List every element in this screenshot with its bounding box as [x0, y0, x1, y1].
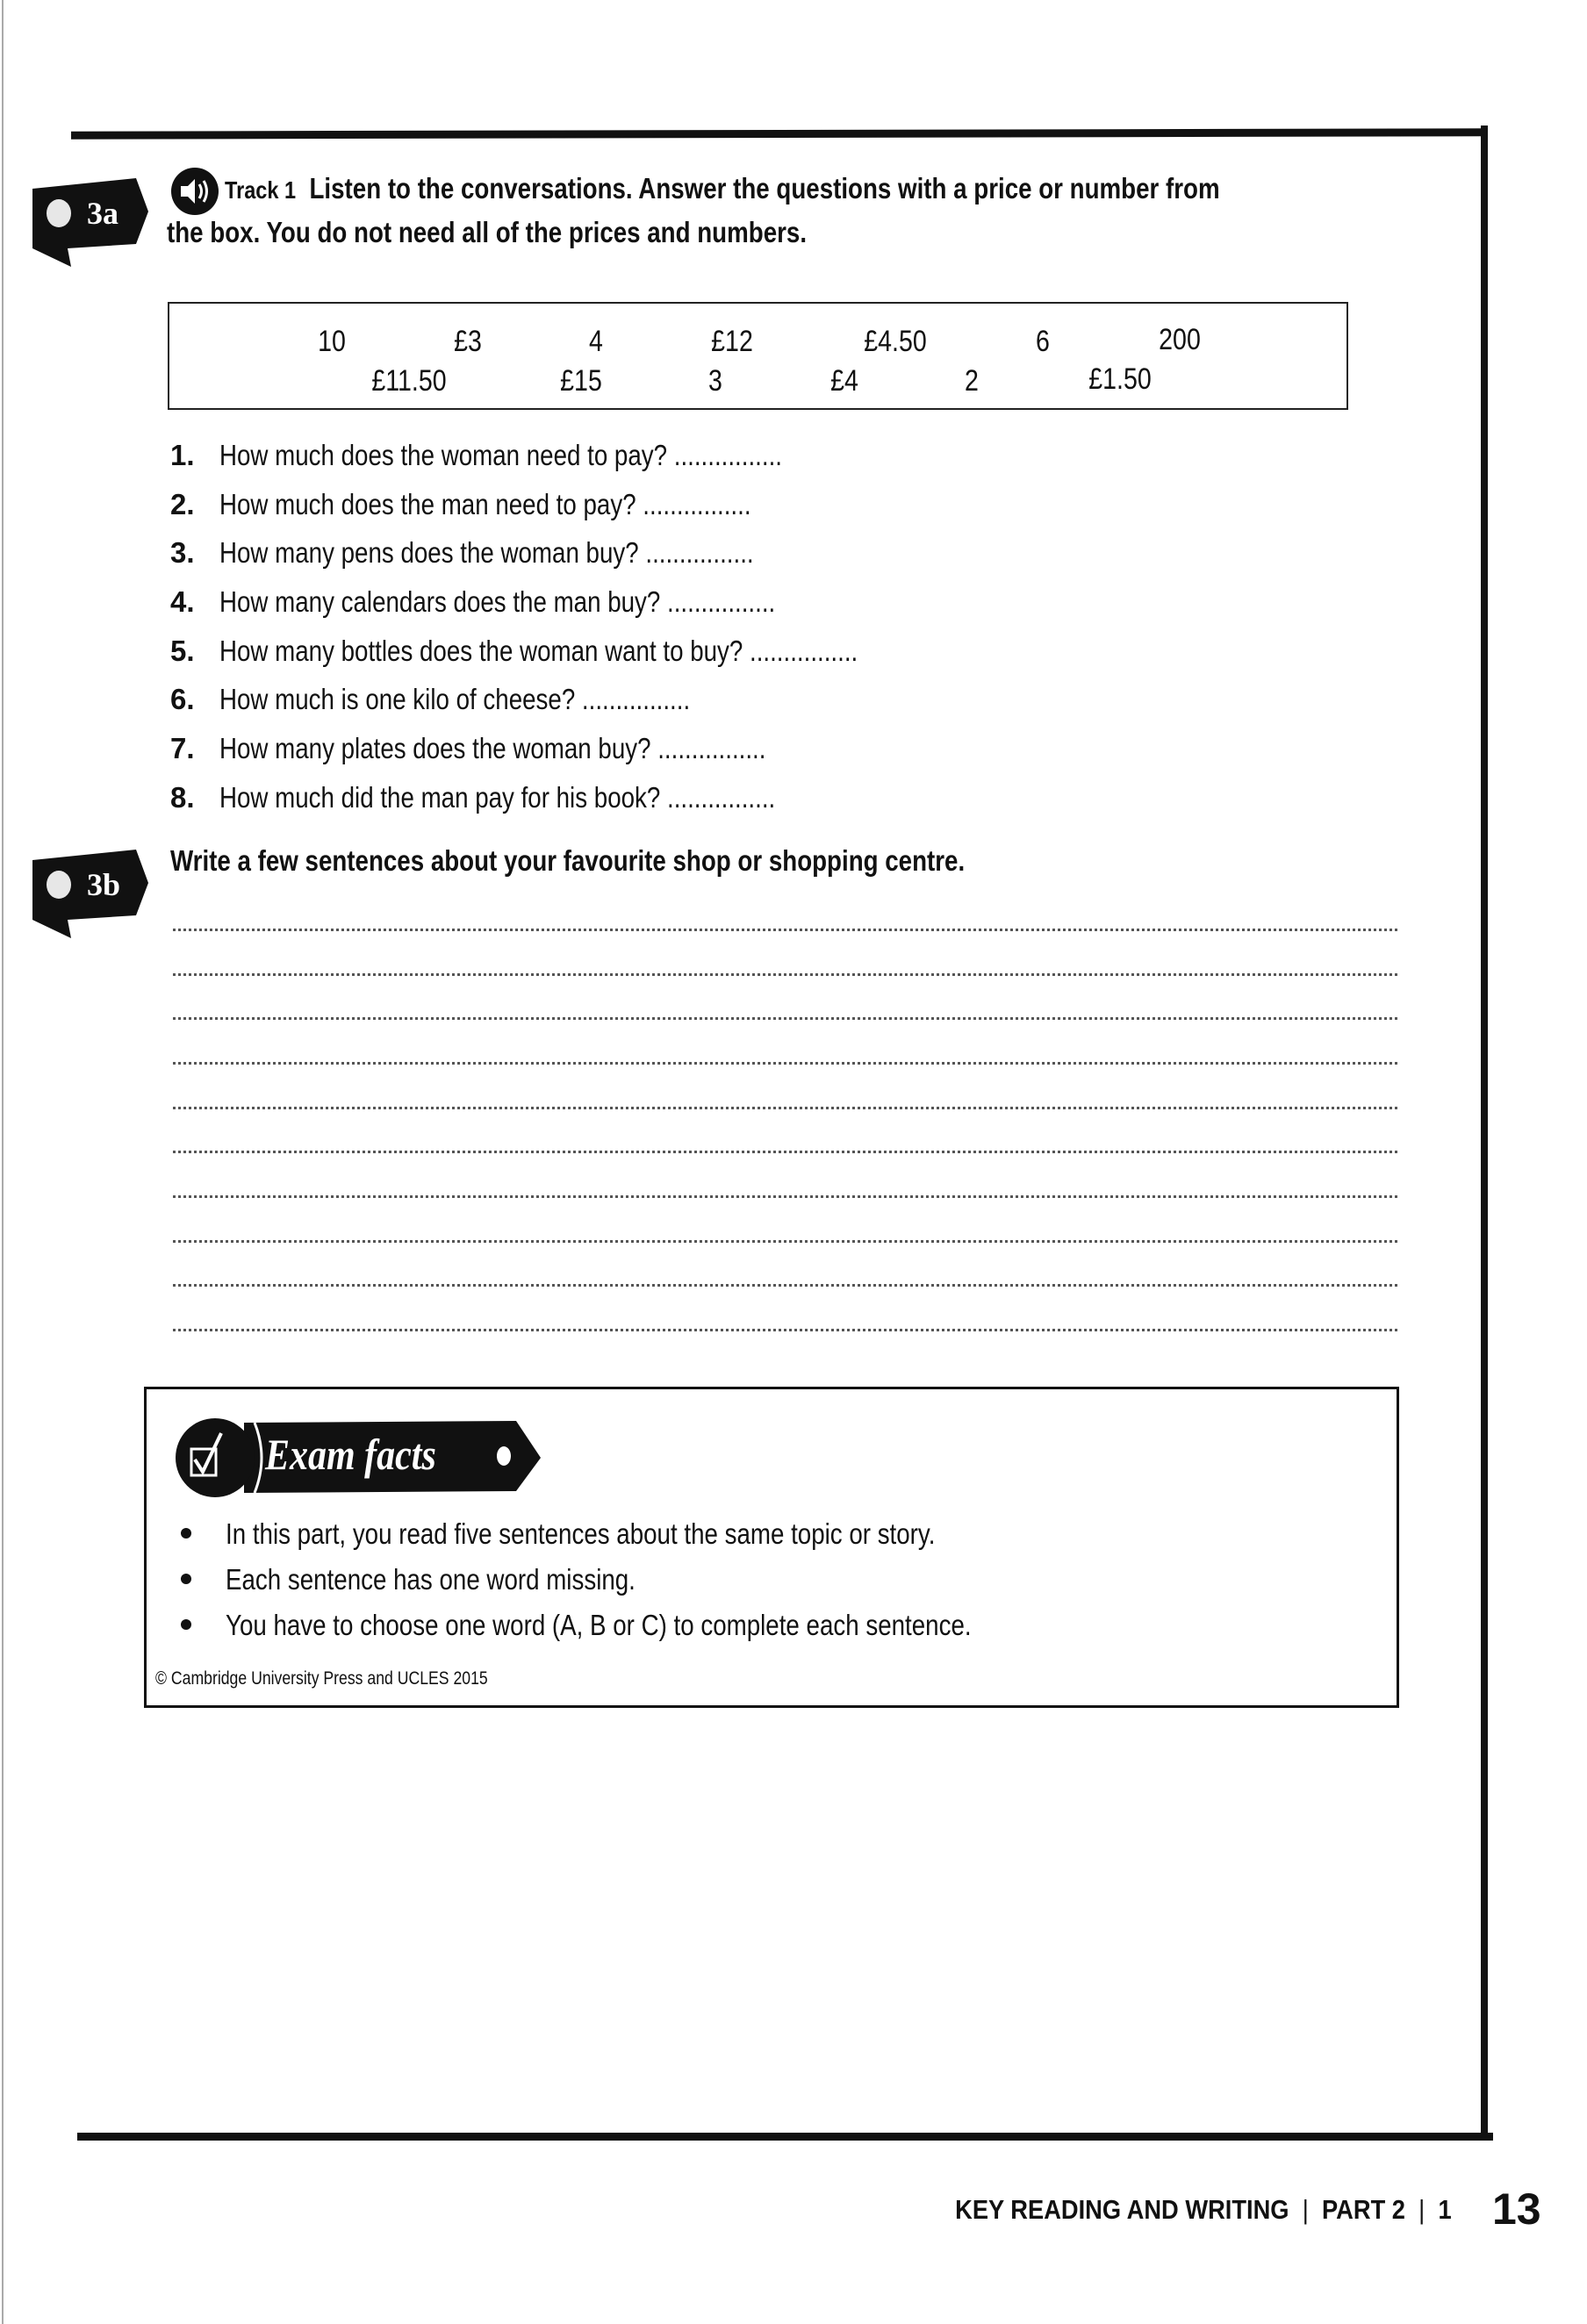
answer-line[interactable] — [173, 1195, 1397, 1198]
answer-line[interactable] — [173, 929, 1397, 931]
answer-line[interactable] — [173, 1107, 1397, 1109]
answer-line[interactable] — [173, 1151, 1397, 1153]
box-value: £4 — [830, 364, 858, 398]
page-number: 13 — [1492, 2184, 1541, 2234]
exam-fact-item: Each sentence has one word missing. — [226, 1563, 714, 1596]
top-rule — [71, 128, 1486, 139]
answer-line[interactable] — [173, 973, 1397, 976]
box-value: £12 — [711, 325, 753, 358]
track-label: Track 1 — [225, 176, 297, 204]
answer-line[interactable] — [173, 1240, 1397, 1243]
answer-line[interactable] — [173, 1017, 1397, 1020]
answer-line[interactable] — [173, 1284, 1397, 1287]
running-footer: KEY READING AND WRITING | PART 2 | 1 — [955, 2194, 1452, 2225]
question-item: 6. How much is one kilo of cheese? ................ — [170, 683, 691, 715]
exam-fact-item: You have to choose one word (A, B or C) to complete each sentence. — [226, 1609, 1113, 1642]
box-value: 6 — [1036, 325, 1050, 358]
question-item: 7. How many plates does the woman buy? ................ — [170, 732, 766, 764]
instruction-3a-line2: the box. You do not need all of the prices and numbers. — [167, 216, 808, 248]
footer-part: PART 2 — [1322, 2194, 1406, 2225]
question-item: 4. How many calendars does the man buy? ................ — [170, 585, 776, 618]
bottom-rule — [77, 2133, 1493, 2141]
audio-speaker-icon[interactable] — [170, 167, 219, 216]
box-value: 3 — [708, 364, 722, 398]
question-item: 2. How much does the man need to pay? ................ — [170, 488, 751, 520]
question-item: 8. How much did the man pay for his book? ................ — [170, 781, 776, 814]
box-value: 200 — [1159, 323, 1201, 356]
box-value: £1.50 — [1088, 362, 1152, 396]
box-value: £3 — [454, 325, 482, 358]
footer-book-title: KEY READING AND WRITING — [955, 2194, 1289, 2225]
question-item: 3. How many pens does the woman buy? ................ — [170, 536, 754, 569]
badge-label: 3a — [87, 196, 118, 231]
box-value: 4 — [589, 325, 603, 358]
copyright: © Cambridge University Press and UCLES 2015 — [155, 1668, 488, 1689]
footer-section: 1 — [1438, 2194, 1452, 2225]
box-value: £4.50 — [864, 325, 927, 358]
answer-line[interactable] — [173, 1329, 1397, 1331]
answer-line[interactable] — [173, 1062, 1397, 1065]
instruction-3a-line1 — [225, 172, 1410, 205]
instruction-3b: Write a few sentences about your favourite shop or shopping centre. — [170, 844, 966, 877]
question-item: 5. How many bottles does the woman want to buy? ................ — [170, 635, 858, 667]
box-value: 10 — [318, 325, 346, 358]
box-value: £15 — [560, 364, 602, 398]
left-edge — [2, 0, 4, 2324]
exam-facts-title: Exam facts — [265, 1430, 436, 1479]
box-value: 2 — [965, 364, 979, 398]
question-item: 1. How much does the woman need to pay? ................ — [170, 439, 782, 471]
exam-fact-item: In this part, you read five sentences about the same topic or story. — [226, 1517, 1070, 1551]
right-rule — [1481, 126, 1488, 2137]
box-value: £11.50 — [371, 364, 447, 398]
svg-text:3b: 3b — [87, 867, 121, 902]
exercise-3b-badge — [32, 850, 148, 938]
instruction-text: Listen to the conversations. Answer the questions with a price or number from — [309, 172, 1220, 204]
exercise-3a-badge — [32, 178, 148, 267]
